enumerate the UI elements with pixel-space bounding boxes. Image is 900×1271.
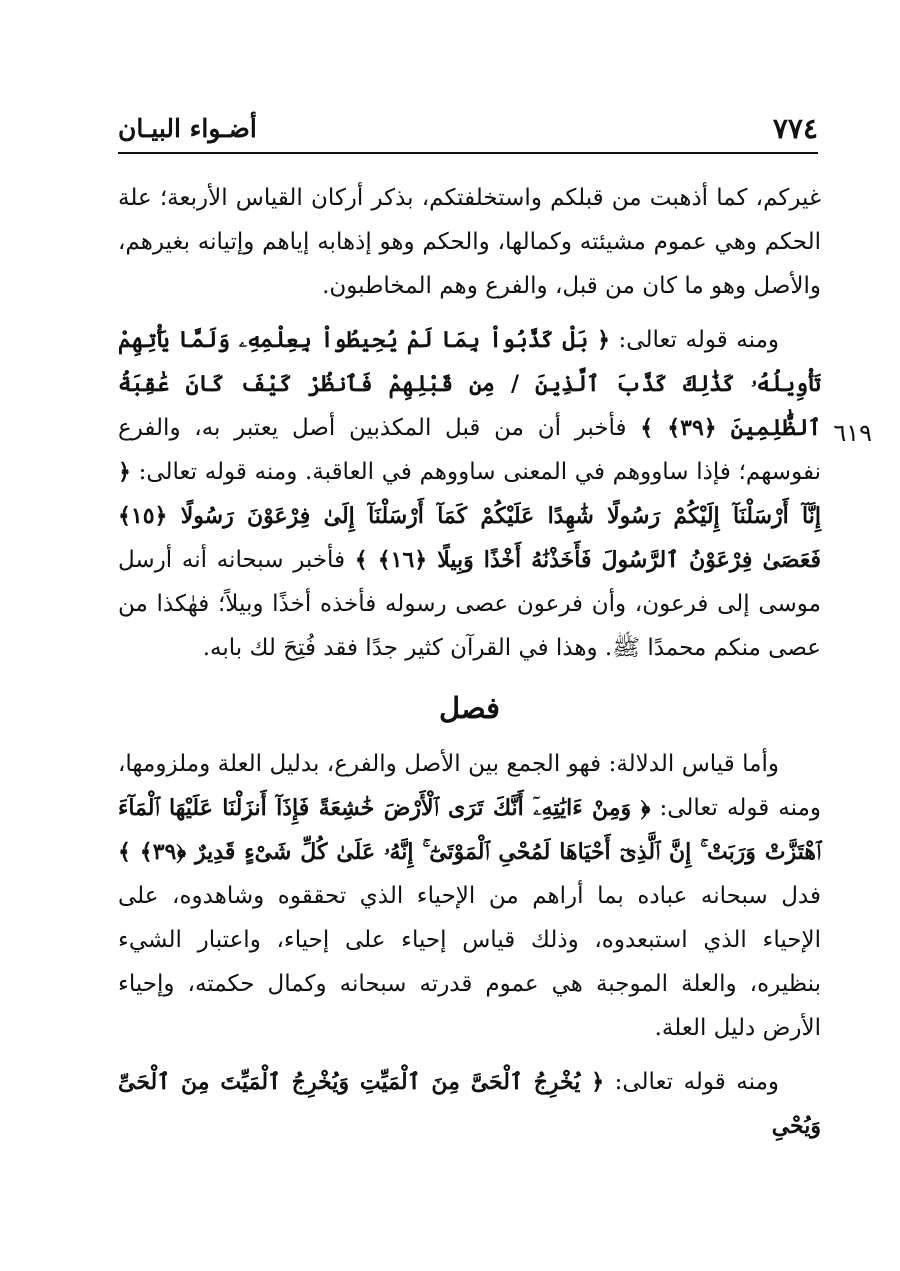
paragraph-3-text: فدل سبحانه عباده بما أراهم من الإحياء الذي تحققوه وشاهدوه، على الإحياء الذي استبعدوه، وذلك قياس إحياء على إحياء، واعتبار الشيء بنظيره، والعلة الموجبة هي عموم قدرته سبحانه وكمال حكمته، وإحياء الأرض دليل العلة.: [118, 883, 821, 1041]
quran-verse-2: ﴿ إِنَّآ أَرْسَلْنَآ إِلَيْكُمْ رَسُولًا شَٰهِدًا عَلَيْكُمْ كَمَآ أَرْسَلْنَآ إِلَىٰ فِرْعَوْنَ رَسُولًا ﴿١٥﴾ فَعَصَىٰ فِرْعَوْنُ ٱلرَّسُولَ فَأَخَذْنَٰهُ أَخْذًا وَبِيلًا ﴿١٦﴾ ﴾: [118, 459, 821, 573]
running-title: أضـواء البيـان: [118, 114, 257, 143]
paragraph-4: [118, 1060, 821, 1148]
paragraph-3: [118, 742, 821, 1050]
paragraph-2-conclusion: فأخبر سبحانه أنه أرسل موسى إلى فرعون، وأن فرعون عصى رسوله فأخذه أخذًا وبيلاً؛ فهٰكذا من عصى منكم محمدًا ﷺ. وهذا في القرآن كثير جدًا فقد فُتِحَ لك بابه.: [118, 547, 821, 661]
paragraph-2-lead: ومنه قوله تعالى:: [610, 327, 779, 353]
page-header: [118, 104, 818, 154]
paragraph-2-text: فأخبر أن من قبل المكذبين أصل يعتبر به، والفرع نفوسهم؛ فإذا ساووهم في المعنى ساووهم في العاقبة. ومنه قوله تعالى:: [118, 415, 821, 485]
quran-verse-3: ﴿ وَمِنْ ءَايَٰتِهِۦٓ أَنَّكَ تَرَى ٱلْأَرْضَ خَٰشِعَةً فَإِذَآ أَنزَلْنَا عَلَيْهَا ٱلْمَآءَ ٱهْتَزَّتْ وَرَبَتْ ۚ إِنَّ ٱلَّذِىٓ أَحْيَاهَا لَمُحْىِ ٱلْمَوْتَىٰٓ ۚ إِنَّهُۥ عَلَىٰ كُلِّ شَىْءٍ قَدِيرٌ ﴿٣٩﴾ ﴾: [118, 795, 821, 865]
paragraph-2: [118, 318, 821, 670]
section-heading: فصل: [439, 691, 500, 725]
paragraph-1: غيركم، كما أذهبت من قبلكم واستخلفتكم، بذكر أركان القياس الأربعة؛ علة الحكم وهي عموم مشيئته وكمالها، والحكم وهو إذهابه إياهم وإتيانه بغيرهم، والأصل وهو ما كان من قبل، والفرع وهم المخاطبون.: [118, 185, 821, 299]
page-number: ٧٧٤: [772, 112, 818, 145]
quran-verse-4: ﴿ يُخْرِجُ ٱلْحَىَّ مِنَ ٱلْمَيِّتِ وَيُخْرِجُ ٱلْمَيِّتَ مِنَ ٱلْحَىِّ وَيُحْىِ: [118, 1069, 821, 1139]
paragraph-4-lead: ومنه قوله تعالى:: [604, 1069, 779, 1095]
paragraph-3-lead: وأما قياس الدلالة: فهو الجمع بين الأصل والفرع، بدليل العلة وملزومها، ومنه قوله تعالى:: [118, 751, 822, 821]
page-body: [118, 176, 821, 1148]
margin-reference-number: ٦١٩: [833, 419, 872, 447]
quran-verse-1: ﴿ بَلْ كَذَّبُواْ بِمَا لَمْ يُحِيطُواْ بِعِلْمِهِۦ وَلَمَّا يَأْتِهِمْ تَأْوِيلُهُۥ كَذَٰلِكَ كَذَّبَ ٱلَّذِينَ / مِن قَبْلِهِمْ فَٱنظُرْ كَيْفَ كَانَ عَٰقِبَةُ ٱلظَّٰلِمِينَ ﴿٣٩﴾ ﴾: [118, 327, 821, 441]
